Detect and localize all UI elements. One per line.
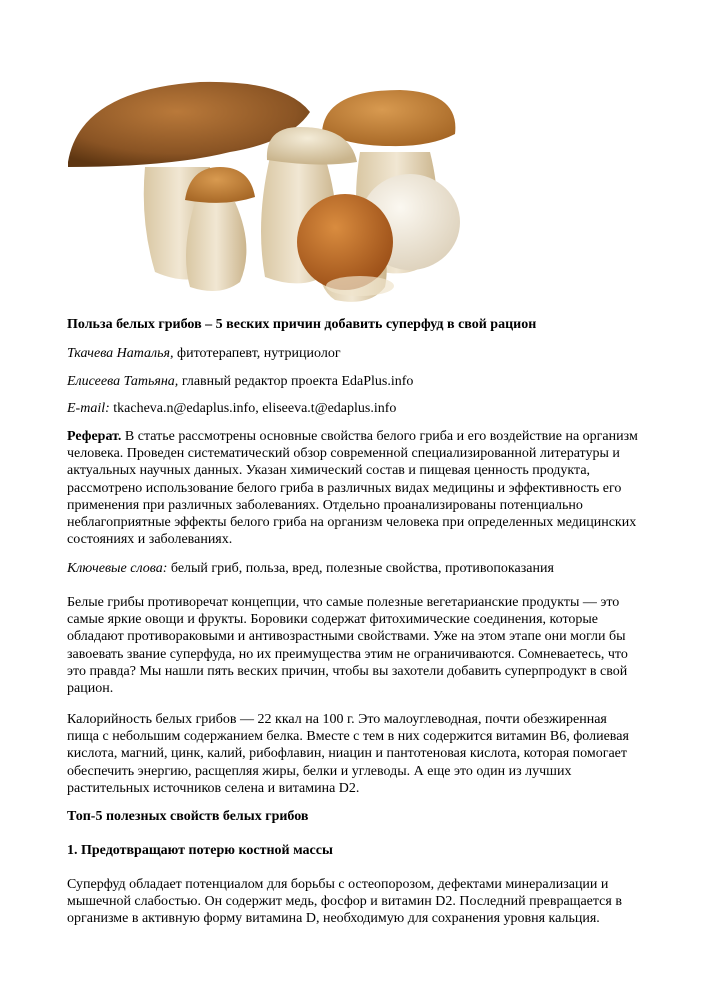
calories-line: растительных источников селена и витамина D2. — [67, 780, 360, 796]
calories-line: пища с небольшим содержанием белка. Вместе с тем в них содержится витамин B6, фолиевая — [67, 729, 629, 745]
author-name: Елисеева Татьяна, — [67, 374, 179, 389]
intro-line: завоевать звание суперфуда, но их преимущества этим не ограничиваются. Сомневаетесь, что — [67, 646, 628, 662]
calories-paragraph — [67, 711, 657, 797]
abstract-line: рассмотрено использование белого гриба в различных видах медицины и эффективность его — [67, 480, 622, 496]
intro-paragraph — [67, 594, 657, 697]
section1-heading: 1. Предотвращают потерю костной массы — [67, 843, 333, 858]
author-line-1 — [67, 345, 657, 362]
abstract-line: В статье рассмотрены основные свойства белого гриба и его воздействие на организм — [121, 429, 638, 444]
section1-paragraph — [67, 876, 657, 928]
keywords-label: Ключевые слова: — [67, 561, 168, 576]
intro-line: самые яркие овощи и фрукты. Боровики содержат фитохимические соединения, которые — [67, 612, 598, 628]
article-title: Польза белых грибов – 5 веских причин добавить суперфуд в свой рацион — [67, 317, 537, 332]
author-line-2 — [67, 373, 657, 390]
section1-line: мышечной слабостью. Он содержит медь, фосфор и витамин D2. Последний превращается в — [67, 894, 622, 910]
email-label: E-mail: — [67, 401, 110, 416]
abstract-paragraph — [67, 428, 657, 548]
intro-line: Белые грибы противоречат концепции, что самые полезные вегетарианские продукты — это — [67, 595, 620, 610]
calories-line: обеспечить энергию, расщепляя жиры, белки и углеводы. А еще это один из лучших — [67, 763, 572, 779]
calories-line: кислота, магний, цинк, калий, рибофлавин, ниацин и пантотеновая кислота, которая помогает — [67, 746, 628, 762]
abstract-line: применения при различных заболеваниях. Отдельно проанализированы потенциально — [67, 497, 583, 513]
section1-line: Суперфуд обладает потенциалом для борьбы с остеопорозом, дефектами минерализации и — [67, 877, 609, 892]
abstract-label: Реферат. — [67, 429, 122, 444]
author-name: Ткачева Наталья, — [67, 346, 174, 361]
intro-line: обладают противораковыми и антивозрастными свойствами. Уже на этом этапе они могли бы — [67, 629, 626, 645]
abstract-line: актуальных научных данных. Указан химический состав и пищевая ценность продукта, — [67, 463, 591, 479]
calories-line: Калорийность белых грибов — 22 ккал на 100 г. Это малоуглеводная, почти обезжиренная — [67, 712, 607, 727]
keywords-value: белый гриб, польза, вред, полезные свойства, противопоказания — [167, 561, 554, 576]
email-value: tkacheva.n@edaplus.info, eliseeva.t@edaplus.info — [109, 401, 397, 416]
author-role: главный редактор проекта EdaPlus.info — [178, 374, 414, 389]
intro-line: это правда? Мы нашли пять веских причин, чтобы вы захотели добавить суперпродукт в свой — [67, 663, 628, 679]
keywords-line — [67, 560, 657, 577]
author-role: фитотерапевт, нутрициолог — [173, 346, 341, 361]
mushrooms-illustration — [60, 72, 470, 308]
abstract-line: состояниях и заболеваниях. — [67, 532, 233, 548]
section1-line: организме в активную форму витамина D, необходимую для сохранения уровня кальция. — [67, 911, 600, 927]
top5-heading: Топ-5 полезных свойств белых грибов — [67, 809, 309, 824]
abstract-line: человека. Проведен систематический обзор современной специализированной литературы и — [67, 446, 620, 462]
email-line — [67, 400, 657, 417]
abstract-line: неблагоприятные эффекты белого гриба на организм человека при определенных медицинских — [67, 515, 637, 531]
intro-line: рацион. — [67, 681, 114, 697]
